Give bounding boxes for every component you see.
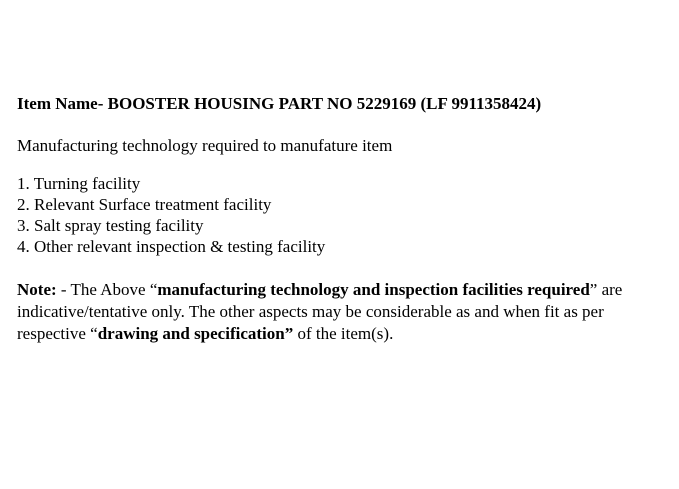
note-emphasis-2: drawing and specification” — [97, 324, 294, 343]
list-item: 1. Turning facility — [17, 174, 141, 193]
note-text-1: - The Above “ — [56, 280, 158, 299]
note-text-2: ” are indicative/tentative only. The other aspects may be considerable as and when fit as per respective “ — [17, 280, 623, 343]
list-item: 2. Relevant Surface treatment facility — [17, 195, 272, 214]
item-title-label: Item Name- — [17, 94, 104, 113]
note-text-3: of the item(s). — [293, 324, 394, 343]
list-item: 3. Salt spray testing facility — [17, 216, 204, 235]
document-body — [17, 93, 667, 345]
note-emphasis-1: manufacturing technology and inspection facilities required — [157, 280, 590, 299]
list-item: 4. Other relevant inspection & testing facility — [17, 237, 326, 256]
note-label: Note: — [17, 280, 57, 299]
note-paragraph — [17, 279, 667, 345]
item-title — [17, 93, 667, 114]
intro-text: Manufacturing technology required to manufature item — [17, 136, 393, 155]
item-title-value: BOOSTER HOUSING PART NO 5229169 (LF 9911358424) — [103, 94, 542, 113]
requirements-list — [17, 173, 667, 257]
